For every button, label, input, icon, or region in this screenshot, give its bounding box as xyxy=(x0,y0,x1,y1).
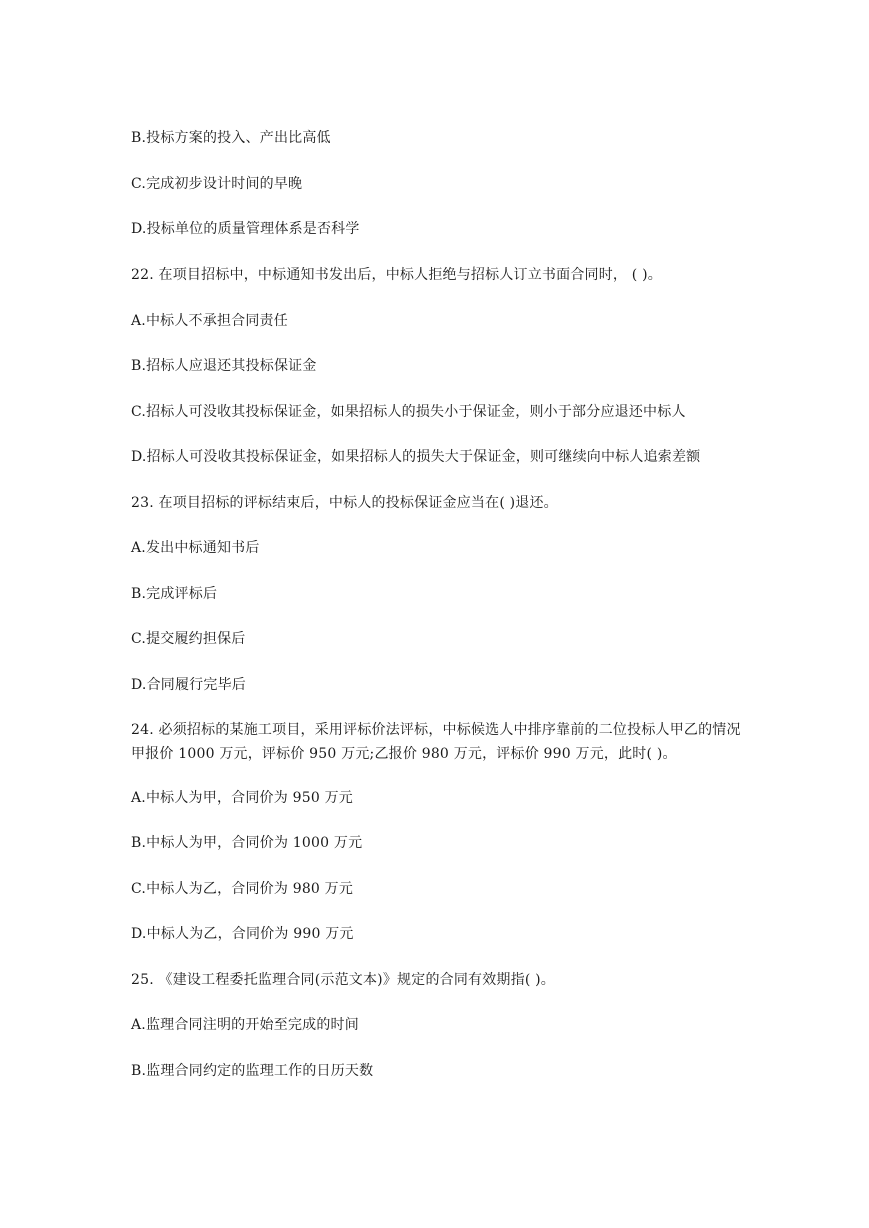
option-a-q25: A.监理合同注明的开始至完成的时间 xyxy=(131,1017,359,1033)
option-c-q23: C.提交履约担保后 xyxy=(131,631,246,647)
option-b-q22: B.招标人应退还其投标保证金 xyxy=(131,358,317,374)
question-25: 25. 《建设工程委托监理合同(示范文本)》规定的合同有效期指( )。 xyxy=(131,972,556,988)
option-d-q23: D.合同履行完毕后 xyxy=(131,677,246,693)
option-b-q23: B.完成评标后 xyxy=(131,586,218,602)
option-d-q21: D.投标单位的质量管理体系是否科学 xyxy=(131,221,360,237)
option-c-q22: C.招标人可没收其投标保证金，如果招标人的损失小于保证金，则小于部分应退还中标人 xyxy=(131,404,686,420)
question-22: 22. 在项目招标中，中标通知书发出后，中标人拒绝与招标人订立书面合同时， ( )。 xyxy=(131,267,662,283)
option-b-q25: B.监理合同约定的监理工作的日历天数 xyxy=(131,1063,374,1079)
option-d-q24: D.中标人为乙，合同价为 990 万元 xyxy=(131,926,354,942)
option-c-q24: C.中标人为乙，合同价为 980 万元 xyxy=(131,881,354,897)
question-24: 24. 必须招标的某施工项目，采用评标价法评标，中标候选人中排序靠前的二位投标人甲乙的情况甲报价 1000 万元，评标价 950 万元;乙报价 980 万元，评标价 990 万元，此时( )。 xyxy=(131,722,741,762)
option-a-q24: A.中标人为甲，合同价为 950 万元 xyxy=(131,790,353,806)
option-a-q22: A.中标人不承担合同责任 xyxy=(131,313,288,329)
option-c-q21: C.完成初步设计时间的早晚 xyxy=(131,176,303,192)
option-a-q23: A.发出中标通知书后 xyxy=(131,540,260,556)
question-23: 23. 在项目招标的评标结束后，中标人的投标保证金应当在( )退还。 xyxy=(131,495,558,511)
option-b-q21: B.投标方案的投入、产出比高低 xyxy=(131,130,331,146)
option-d-q22: D.招标人可没收其投标保证金，如果招标人的损失大于保证金，则可继续向中标人追索差额 xyxy=(131,449,701,465)
option-b-q24: B.中标人为甲，合同价为 1000 万元 xyxy=(131,835,363,851)
